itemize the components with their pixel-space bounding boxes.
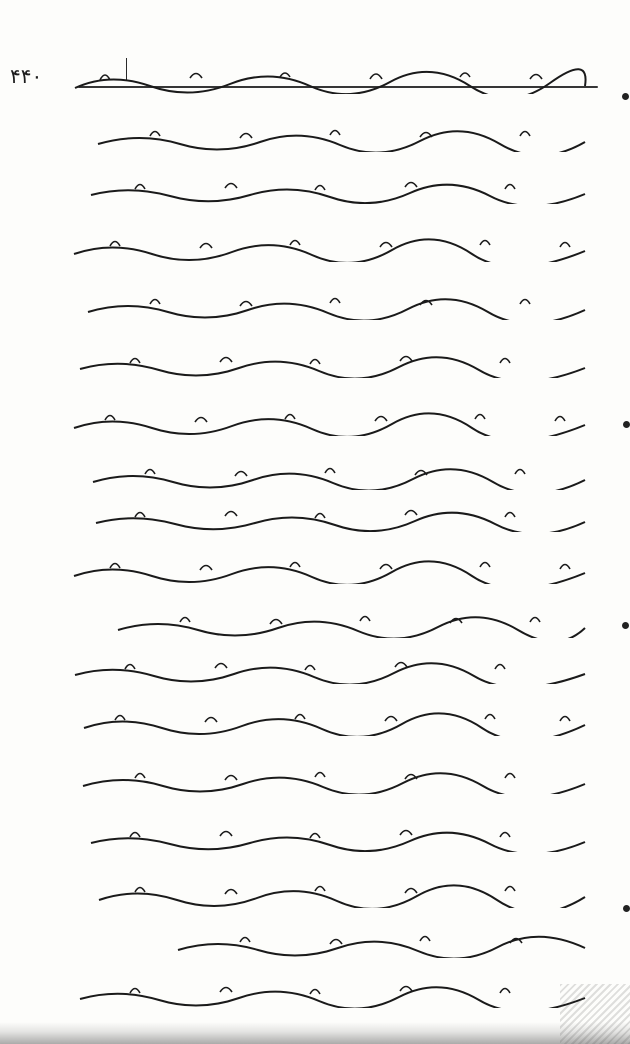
handwriting-strokes — [90, 506, 590, 532]
text-line-8 — [68, 454, 598, 494]
text-line-12 — [68, 648, 598, 688]
text-line-11 — [68, 602, 598, 642]
margin-dot — [623, 905, 630, 912]
handwriting-strokes — [90, 126, 590, 152]
text-line-10 — [68, 548, 598, 588]
handwriting-strokes — [85, 178, 590, 204]
margin-dot — [622, 622, 629, 629]
margin-dot — [623, 421, 630, 428]
text-line-18 — [68, 972, 598, 1012]
handwriting-strokes — [95, 882, 590, 908]
text-line-3 — [68, 168, 598, 208]
handwriting-strokes — [70, 236, 590, 262]
text-line-5 — [68, 284, 598, 324]
handwriting-strokes — [110, 612, 590, 638]
text-line-6 — [68, 342, 598, 382]
text-line-16 — [68, 872, 598, 912]
handwriting-strokes — [75, 768, 590, 794]
text-line-13 — [68, 700, 598, 740]
text-line-15 — [68, 816, 598, 856]
text-line-17 — [68, 922, 598, 962]
text-line-7 — [68, 400, 598, 440]
text-line-4 — [68, 226, 598, 266]
handwriting-strokes — [170, 932, 590, 958]
handwriting-strokes — [75, 352, 590, 378]
handwriting-strokes — [70, 68, 590, 94]
text-line-2 — [68, 116, 598, 156]
scan-bottom-edge — [0, 1022, 630, 1044]
handwriting-strokes — [85, 826, 590, 852]
text-line-1 — [68, 58, 598, 98]
handwriting-strokes — [80, 294, 590, 320]
scan-corner-noise — [560, 984, 630, 1044]
handwritten-text-block — [14, 50, 614, 1010]
handwriting-strokes — [80, 710, 590, 736]
text-line-14 — [68, 758, 598, 798]
page-number: ۴۴۰ — [10, 64, 43, 88]
text-line-9 — [68, 496, 598, 536]
handwriting-strokes — [85, 464, 590, 490]
handwriting-strokes — [75, 982, 590, 1008]
handwriting-strokes — [70, 658, 590, 684]
handwriting-strokes — [70, 558, 590, 584]
margin-dot — [622, 93, 629, 100]
handwriting-strokes — [70, 410, 590, 436]
